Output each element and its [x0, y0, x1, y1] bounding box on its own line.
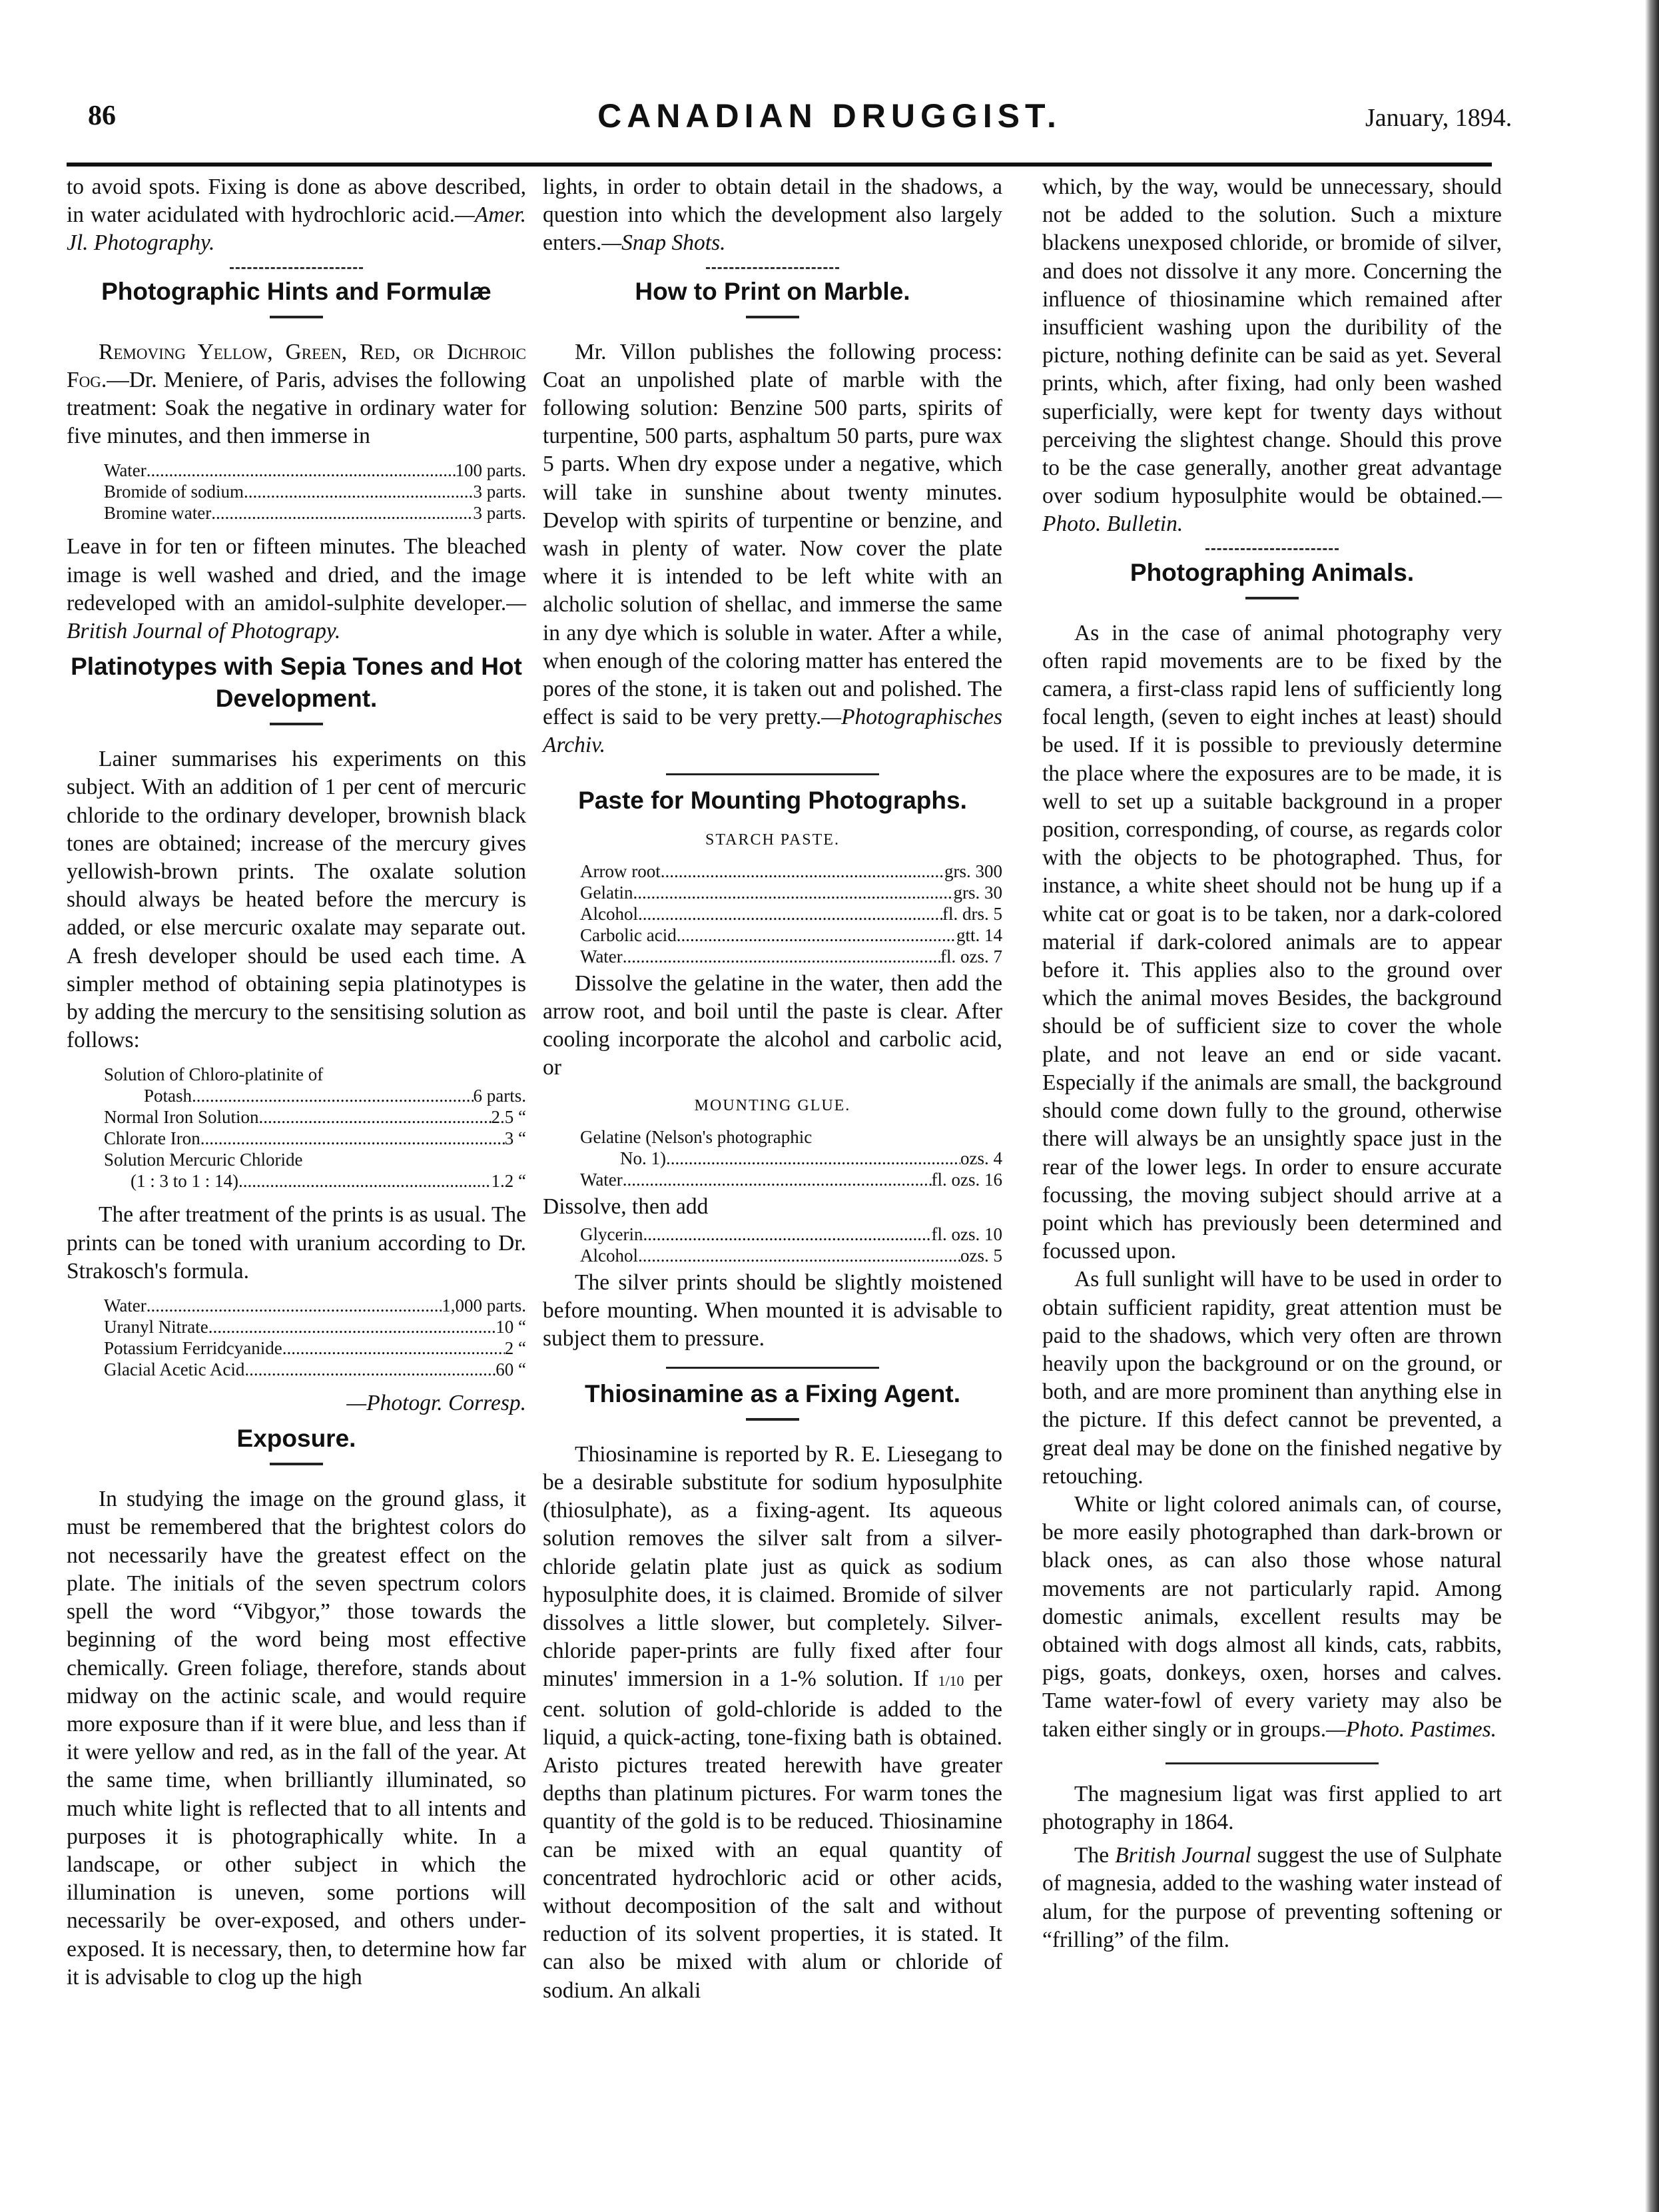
formula-row: Gelatine (Nelson's photographic — [580, 1126, 813, 1147]
formula-row: Uranyl Nitrate ..... 10 “ — [104, 1316, 526, 1337]
article-paragraph: Dissolve, then add — [543, 1194, 709, 1219]
citation: —Amer. Jl. Photography. — [67, 202, 526, 256]
article-heading: Platinotypes with Sepia Tones and Hot Development. — [71, 653, 522, 713]
issue-date: January, 1894. — [1365, 104, 1512, 132]
heading-rule — [270, 1463, 323, 1465]
article-paragraph: The after treatment of the prints is as usual. The prints can be toned with uranium according to Dr. Strakosch's formula. — [67, 1202, 526, 1284]
formula-row: Solution Mercuric Chloride — [104, 1150, 303, 1170]
formula-row: Bromide of sodium ..... 3 parts. — [104, 481, 526, 502]
article-paragraph: Dissolve the gelatine in the water, then add the arrow root, and boil until the paste is clear. After cooling incorporate the alcohol and carbolic acid, or — [543, 970, 1002, 1080]
formula-row: Potassium Ferridcyanide ..... 2 “ — [104, 1337, 526, 1359]
formula-row: Normal Iron Solution ..... 2.5 “ — [104, 1106, 526, 1128]
formula-row: Water ..... 1,000 parts. — [104, 1295, 526, 1316]
article-paragraph: As full sunlight will have to be used in order to obtain sufficient rapidity, great attention must be paid to the shadows, which very often are thrown heavily upon the background or on the ground, or both, and are more prominent than anything else in the picture. If this defect cannot be prevented, a great deal may be done on the finished negative by retouching. — [1042, 1267, 1502, 1489]
formula-platinite — [104, 1064, 526, 1192]
column-2 — [543, 173, 1002, 2005]
column-3 — [1042, 173, 1502, 1954]
formula-row: Water ..... fl. ozs. 7 — [580, 946, 1002, 967]
formula-row: Glycerin ..... fl. ozs. 10 — [580, 1224, 1002, 1245]
article-paragraph: The silver prints should be slightly moistened before mounting. When mounted it is advisable to subject them to pressure. — [543, 1270, 1002, 1351]
formula-row: Water ..... fl. ozs. 16 — [580, 1169, 1002, 1190]
formula-row: Arrow root ..... grs. 300 — [580, 861, 1002, 882]
formula-row: (1 : 3 to 1 : 14) ..... 1.2 “ — [104, 1170, 526, 1192]
formula-row: Carbolic acid ..... gtt. 14 — [580, 924, 1002, 946]
divider — [1165, 1762, 1379, 1764]
article-paragraph: Mr. Villon publishes the following process: Coat an unpolished plate of marble with the following solution: Benzine 500 parts, spirits of turpentine, 500 parts, asphaltum 50 parts, pure wax 5 parts. When dry expose under a negative, which will take in sunshine about twenty minutes. Develop with spirits of turpentine or benzine, and wash in plenty of water. Now cover the plate where it is intended to be left white with an alcholic solution of shellac, and immerse the same in any dye which is soluble in water. After a while, when enough of the coloring matter has entered the pores of the stone, it is taken out and polished. The effect is said to be very pretty.—Photographisches Archiv. — [543, 339, 1002, 758]
formula-row: No. 1) ..... ozs. 4 — [580, 1148, 1002, 1169]
formula-row: Alcohol ..... ozs. 5 — [580, 1245, 1002, 1266]
divider — [666, 1367, 879, 1369]
article-paragraph: As in the case of animal photography very often rapid movements are to be fixed by the camera, a first-class rapid lens of sufficiently long focal length, (seven to eight inches at least) should be used. If it is possible to previously determine the place where the exposures are to be made, it is well to set up a suitable background in a proper position, corresponding, of course, as regards color with the objects to be photographed. Thus, for instance, a white sheet should not be hung up if a white cat or goat is to be taken, nor a dark-colored material if dark-colored animals are to appear before it. This applies also to the ground over which the animal moves Besides, the background should be of sufficient size to cover the whole plate, and not leave an end or side vacant. Especially if the animals are small, the background should come down fully to the ground, otherwise there will always be an unsightly space just in the rear of the lower legs. In order to ensure accurate focussing, the moving subject should arrive at a point which has previously been determined and focussed upon. — [1042, 620, 1502, 1264]
page-header — [0, 0, 1659, 173]
article-paragraph: The magnesium ligat was first applied to art photography in 1864. — [1042, 1781, 1502, 1834]
citation: —Photographisches Archiv. — [543, 705, 1002, 758]
formula-row: Water ..... 100 parts. — [104, 460, 526, 481]
formula-row: Glacial Acetic Acid ..... 60 “ — [104, 1359, 526, 1380]
journal-title: British Journal — [1115, 1843, 1251, 1868]
article-heading: Photographing Animals. — [1130, 558, 1415, 586]
article-heading: How to Print on Marble. — [635, 277, 910, 305]
page-number: 86 — [88, 101, 116, 131]
formula-row: Bromine water ..... 3 parts. — [104, 502, 526, 524]
fraction: 1/10 — [938, 1672, 964, 1690]
formula-glue — [580, 1126, 1002, 1190]
article-heading: Thiosinamine as a Fixing Agent. — [585, 1379, 960, 1407]
divider — [706, 267, 839, 269]
formula-fog — [104, 460, 526, 524]
heading-rule — [270, 723, 323, 725]
article-heading: Exposure. — [236, 1425, 356, 1453]
divider — [1205, 548, 1339, 550]
column-1 — [67, 173, 526, 1992]
formula-row: Alcohol ..... fl. drs. 5 — [580, 903, 1002, 924]
citation: —Photogr. Corresp. — [346, 1391, 526, 1416]
lead-in: Removing Yellow, Green, Red, or Dichroic Fog. — [67, 339, 526, 392]
formula-row: Gelatin ..... grs. 30 — [580, 882, 1002, 903]
formula-row: Chlorate Iron ..... 3 “ — [104, 1128, 526, 1149]
article-paragraph: Lainer summarises his experiments on this subject. With an addition of 1 per cent of mercuric chloride to the ordinary developer, brownish black tones are obtained; increase of the mercury gives yellowish-brown prints. The oxalate solution should always be heated before the mercury is added, or else mercuric oxalate may separate out. A fresh developer should be used each time. A simpler method of obtaining sepia platinotypes is by adding the mercury to the sensitising solution as follows: — [67, 747, 526, 1053]
citation: —Photo. Pastimes. — [1326, 1716, 1497, 1742]
masthead: CANADIAN DRUGGIST. — [597, 97, 1062, 135]
formula-row: Solution of Chloro-platinite of — [104, 1064, 324, 1085]
heading-rule — [746, 316, 799, 318]
continued-paragraph: to avoid spots. Fixing is done as above described, in water acidulated with hydrochloric acid.—Amer. Jl. Photography. — [67, 175, 526, 256]
continued-paragraph: lights, in order to obtain detail in the shadows, a question into which the development also largely enters.—Snap Shots. — [543, 175, 1002, 256]
heading-rule — [270, 316, 323, 318]
page-edge-shadow — [1645, 0, 1659, 2212]
article-paragraph: Removing Yellow, Green, Red, or Dichroic Fog.—Dr. Meniere, of Paris, advises the following treatment: Soak the negative in ordinary water for five minutes, and then immerse in — [67, 339, 526, 449]
divider — [230, 267, 363, 269]
article-paragraph: In studying the image on the ground glass, it must be remembered that the brightest colors do not necessarily have the greatest effect on the plate. The initials of the seven spectrum colors spell the word “Vibgyor,” those towards the beginning of the word being most effective chemically. Green foliage, therefore, stands about midway on the actinic scale, and would require more exposure than if it were blue, and less than if it were yellow and red, as in the fall of the year. At the same time, when brilliantly illuminated, so much white light is reflected that to all intents and purposes it is photographically white. In a landscape, or other subject in which the illumination is uneven, some portions will necessarily be over-exposed, and others under-exposed. It is necessary, then, to determine how far it is advisable to clog up the high — [67, 1487, 526, 1990]
formula-row: Potash ..... 6 parts. — [104, 1085, 526, 1106]
article-paragraph: The British Journal suggest the use of Sulphate of magnesia, added to the washing water instead of alum, for the purpose of preventing softening or “frilling” of the film. — [1042, 1843, 1502, 1952]
article-heading: Photographic Hints and Formulæ — [101, 277, 492, 305]
article-paragraph: Leave in for ten or fifteen minutes. The bleached image is well washed and dried, and the image redeveloped with an amidol-sulphite developer.—British Journal of Photograpy. — [67, 534, 526, 644]
article-paragraph: White or light colored animals can, of course, be more easily photographed than dark-brown or black ones, as can also those whose natural movements are not particularly rapid. Among domestic animals, excellent results may be obtained with dogs almost all kinds, cats, rabbits, pigs, goats, donkeys, oxen, horses and calves. Tame water-fowl of every variety may also be taken either singly or in groups.—Photo. Pastimes. — [1042, 1491, 1502, 1742]
divider — [666, 773, 879, 775]
formula-uranium — [104, 1295, 526, 1380]
heading-rule — [1245, 597, 1299, 599]
citation: —Snap Shots. — [601, 230, 726, 256]
subheading: MOUNTING GLUE. — [694, 1096, 851, 1114]
header-rule — [67, 163, 1492, 167]
formula-starch — [580, 861, 1002, 967]
article-paragraph: Thiosinamine is reported by R. E. Liesegang to be a desirable substitute for sodium hyposulphite (thiosulphate), as a fixing-agent. Its aqueous solution removes the silver salt from a silver-chloride gelatin plate just as quick as sodium hyposulphite does, it is claimed. Bromide of silver dissolves a little slower, but completely. Silver-chloride paper-prints are fully fixed after four minutes' immersion in a 1-% solution. If 1/10 per cent. solution of gold-chloride is added to the liquid, a quick-acting, tone-fixing bath is obtained. Aristo pictures treated herewith have greater depths than platinum pictures. For warm tones the quantity of the gold is to be reduced. Thiosinamine can be mixed with an equal quantity of concentrated hydrochloric acid or other acids, without decomposition of the salt and without reduction of its solvent properties, it is stated. It can also be mixed with alum or chloride of sodium. An alkali — [543, 1441, 1003, 2003]
heading-rule — [746, 1418, 799, 1421]
citation: —British Journal of Photograpy. — [67, 590, 526, 644]
formula-glue-additions — [580, 1224, 1002, 1266]
citation: —Photo. Bulletin. — [1042, 484, 1502, 537]
subheading: STARCH PASTE. — [705, 831, 840, 849]
continued-paragraph: which, by the way, would be unnecessary, should not be added to the solution. Such a mixture blackens unexposed chloride, or bromide of silver, and does not dissolve it any more. Concerning the influence of thiosinamine which remained after insufficient washing upon the duribility of the picture, nothing definite can be said as yet. Several prints, which, after fixing, had only been washed superficially, were kept for twenty days without perceiving the slightest change. Should this prove to be the case generally, another great advantage over sodium hyposulphite would be obtained.—Photo. Bulletin. — [1042, 175, 1502, 537]
article-heading: Paste for Mounting Photographs. — [578, 786, 967, 814]
